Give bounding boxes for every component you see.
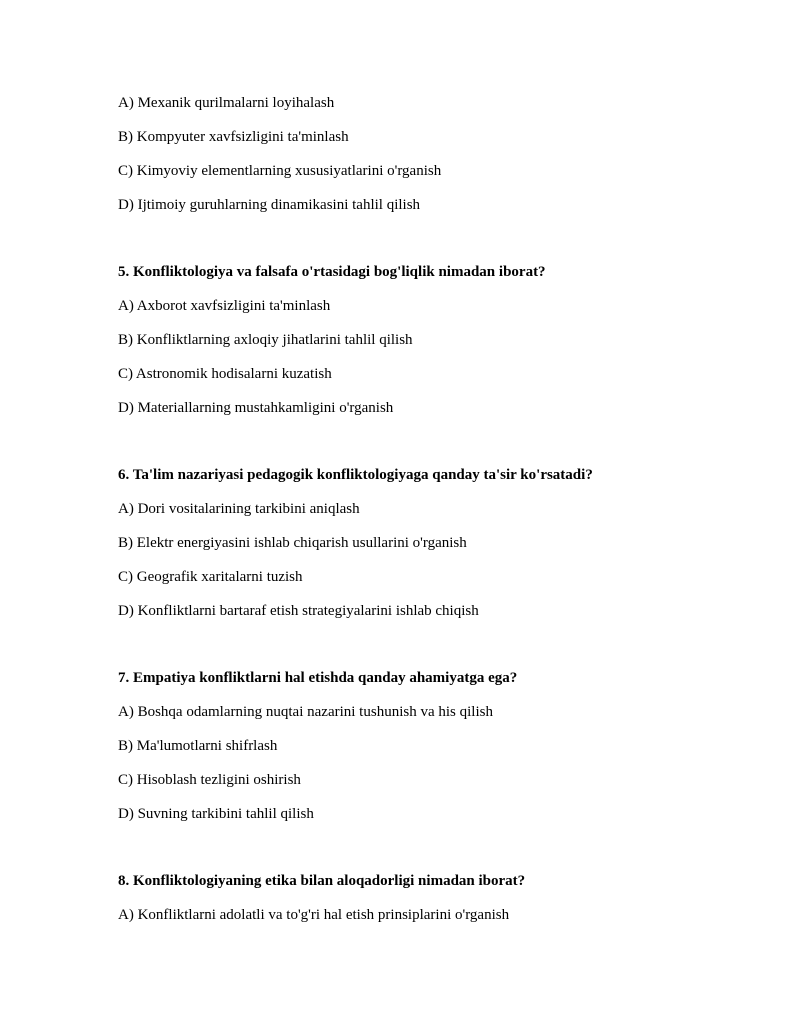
q4-option-b: B) Kompyuter xavfsizligini ta'minlash	[118, 129, 349, 145]
q7-option-d: D) Suvning tarkibini tahlil qilish	[118, 806, 314, 822]
q7-option-c: C) Hisoblash tezligini oshirish	[118, 772, 301, 788]
q6-option-c: C) Geografik xaritalarni tuzish	[118, 569, 303, 585]
q5-option-a: A) Axborot xavfsizligini ta'minlash	[118, 298, 331, 314]
q6-question: 6. Ta'lim nazariyasi pedagogik konfliktologiyaga qanday ta'sir ko'rsatadi?	[118, 467, 593, 483]
q6-option-a: A) Dori vositalarining tarkibini aniqlash	[118, 501, 360, 517]
q4-option-c: C) Kimyoviy elementlarning xususiyatlarini o'rganish	[118, 163, 442, 179]
q5-option-b: B) Konfliktlarning axloqiy jihatlarini tahlil qilish	[118, 332, 413, 348]
q7-option-b: B) Ma'lumotlarni shifrlash	[118, 738, 278, 754]
q8-option-a: A) Konfliktlarni adolatli va to'g'ri hal etish prinsiplarini o'rganish	[118, 907, 510, 923]
q4-option-a: A) Mexanik qurilmalarni loyihalash	[118, 95, 335, 111]
q5-option-d: D) Materiallarning mustahkamligini o'rganish	[118, 400, 394, 416]
q5-question: 5. Konfliktologiya va falsafa o'rtasidagi bog'liqlik nimadan iborat?	[118, 264, 546, 280]
q7-question: 7. Empatiya konfliktlarni hal etishda qanday ahamiyatga ega?	[118, 670, 518, 686]
q6-option-d: D) Konfliktlarni bartaraf etish strategiyalarini ishlab chiqish	[118, 603, 479, 619]
q4-option-d: D) Ijtimoiy guruhlarning dinamikasini tahlil qilish	[118, 197, 421, 213]
q5-option-c: C) Astronomik hodisalarni kuzatish	[118, 366, 332, 382]
q6-option-b: B) Elektr energiyasini ishlab chiqarish usullarini o'rganish	[118, 535, 467, 551]
q7-option-a: A) Boshqa odamlarning nuqtai nazarini tushunish va his qilish	[118, 704, 493, 720]
q8-question: 8. Konfliktologiyaning etika bilan aloqadorligi nimadan iborat?	[118, 873, 526, 889]
